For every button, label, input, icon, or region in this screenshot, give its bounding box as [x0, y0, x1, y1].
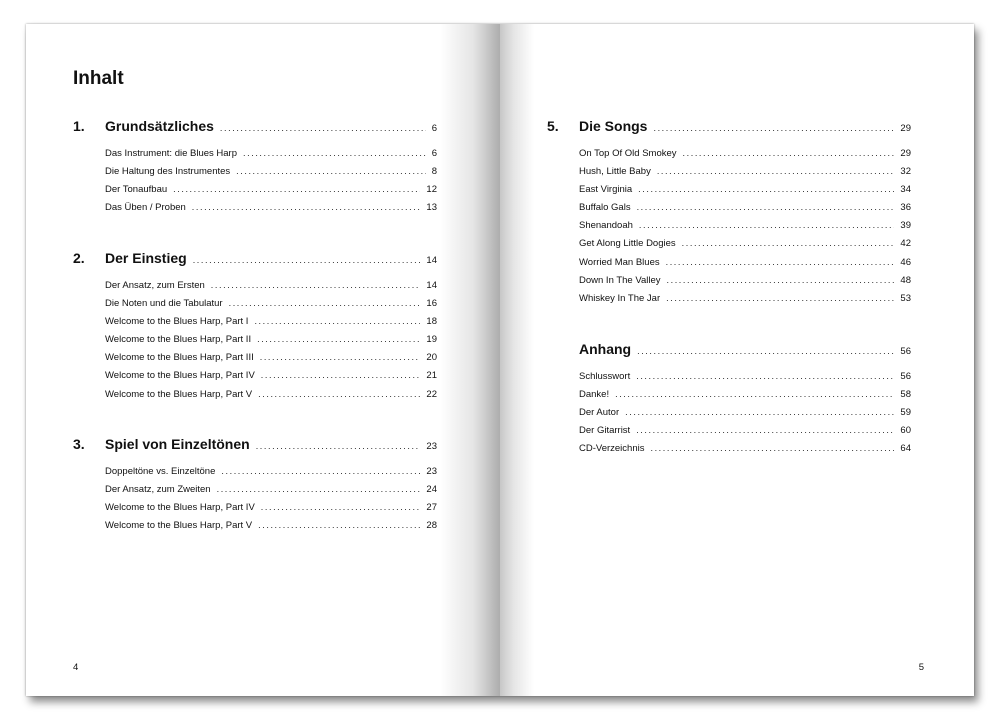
- toc-entry-page-number: 22: [426, 388, 437, 400]
- toc-entry: [579, 220, 911, 238]
- toc-entry: [105, 298, 437, 316]
- chapter-heading: [73, 118, 437, 140]
- chapter-section: [73, 118, 437, 220]
- chapter-number: 3.: [73, 436, 85, 452]
- toc-entry-page-number: 34: [900, 184, 911, 196]
- dot-leader: [221, 466, 420, 476]
- toc-entry-title: Welcome to the Blues Harp, Part V: [105, 388, 253, 400]
- toc-entry-title: Welcome to the Blues Harp, Part II: [105, 334, 252, 346]
- toc-entry-page-number: 13: [426, 202, 437, 214]
- toc-entry-title: Schlusswort: [579, 371, 631, 382]
- toc-entry: [105, 370, 437, 388]
- toc-entry: [579, 166, 911, 184]
- dot-leader: [258, 389, 420, 399]
- dot-leader: [683, 148, 895, 158]
- dot-leader: [261, 370, 421, 380]
- toc-entry-title: Hush, Little Baby: [579, 166, 651, 178]
- toc-entry: [579, 184, 911, 202]
- toc-entry-title: Worried Man Blues: [579, 256, 660, 268]
- left-page: [26, 24, 500, 696]
- toc-entry: [105, 166, 437, 184]
- toc-entry-page-number: 39: [900, 220, 911, 232]
- toc-entry: [579, 202, 911, 220]
- dot-leader: [217, 484, 421, 494]
- toc-entry: [105, 484, 437, 502]
- toc-entry-title: Danke!: [579, 389, 610, 401]
- toc-entry-page-number: 42: [900, 238, 911, 250]
- toc-entry-page-number: 19: [426, 334, 437, 346]
- toc-entry: [105, 352, 437, 370]
- chapter-section: [73, 250, 437, 407]
- toc-entry-title: Welcome to the Blues Harp, Part I: [105, 316, 249, 328]
- dot-leader: [638, 184, 894, 194]
- toc-entry-page-number: 23: [426, 466, 437, 477]
- toc-entry-list: [105, 148, 437, 220]
- dot-leader: [637, 202, 895, 212]
- toc-title: Inhalt: [73, 68, 124, 89]
- toc-entry-page-number: 64: [900, 443, 911, 455]
- toc-entry-title: Doppeltöne vs. Einzeltöne: [105, 466, 216, 477]
- toc-entry-title: Shenandoah: [579, 220, 633, 232]
- dot-leader: [193, 255, 421, 265]
- toc-entry-page-number: 6: [431, 148, 437, 159]
- book-spread: [26, 24, 974, 696]
- chapter-page-number: 29: [900, 123, 911, 134]
- chapter-page-number: 23: [426, 441, 437, 452]
- toc-entry-page-number: 16: [426, 298, 437, 310]
- chapter-heading: [73, 250, 437, 272]
- chapter-page-number: 14: [426, 255, 437, 266]
- right-page: [500, 24, 974, 696]
- toc-entry-page-number: 29: [900, 148, 911, 159]
- toc-entry-page-number: 36: [900, 202, 911, 214]
- chapter-title: Der Einstieg: [105, 250, 187, 266]
- dot-leader: [257, 334, 420, 344]
- toc-entry-title: Welcome to the Blues Harp, Part III: [105, 352, 254, 364]
- chapter-title: Anhang: [579, 341, 632, 357]
- dot-leader: [254, 316, 420, 326]
- chapter-section: [73, 436, 437, 538]
- toc-entry-title: Der Gitarrist: [579, 425, 631, 437]
- dot-leader: [666, 293, 894, 303]
- toc-entry-page-number: 24: [426, 484, 437, 496]
- toc-entry: [579, 293, 911, 311]
- chapter-heading: [547, 118, 911, 140]
- toc-entry-list: [579, 148, 911, 311]
- dot-leader: [261, 502, 421, 512]
- toc-entry: [105, 316, 437, 334]
- chapter-section: [547, 341, 911, 461]
- chapter-title: Die Songs: [579, 118, 648, 134]
- dot-leader: [653, 123, 894, 133]
- dot-leader: [256, 441, 421, 451]
- toc-entry: [579, 443, 911, 461]
- toc-entry: [105, 502, 437, 520]
- toc-entry-title: Die Haltung des Instrumentes: [105, 166, 231, 178]
- toc-entry: [579, 238, 911, 256]
- toc-entry: [579, 407, 911, 425]
- chapter-number: 1.: [73, 118, 85, 134]
- toc-entry-title: On Top Of Old Smokey: [579, 148, 677, 159]
- dot-leader: [615, 389, 894, 399]
- dot-leader: [220, 123, 426, 133]
- toc-entry: [105, 202, 437, 220]
- dot-leader: [192, 202, 421, 212]
- toc-entry: [579, 148, 911, 166]
- toc-entry: [105, 334, 437, 352]
- dot-leader: [639, 220, 895, 230]
- toc-entry-title: Der Ansatz, zum Ersten: [105, 280, 205, 291]
- toc-entry: [105, 389, 437, 407]
- page-number-left: 4: [73, 662, 79, 673]
- toc-entry-title: Get Along Little Dogies: [579, 238, 676, 250]
- dot-leader: [243, 148, 426, 158]
- dot-leader: [636, 371, 894, 381]
- toc-entry-page-number: 14: [426, 280, 437, 291]
- toc-entry-title: Buffalo Gals: [579, 202, 631, 214]
- toc-entry: [105, 280, 437, 298]
- toc-entry: [579, 425, 911, 443]
- toc-entry: [579, 257, 911, 275]
- chapter-number: 5.: [547, 118, 559, 134]
- toc-entry: [105, 466, 437, 484]
- toc-entry-page-number: 56: [900, 371, 911, 382]
- dot-leader: [650, 443, 894, 453]
- chapter-heading: [73, 436, 437, 458]
- toc-entry: [579, 371, 911, 389]
- toc-entry-title: CD-Verzeichnis: [579, 443, 645, 455]
- toc-entry-page-number: 18: [426, 316, 437, 328]
- chapter-title: Spiel von Einzeltönen: [105, 436, 250, 452]
- chapter-heading: [547, 341, 911, 363]
- chapter-number: 2.: [73, 250, 85, 266]
- dot-leader: [637, 346, 894, 356]
- toc-entry-page-number: 8: [431, 166, 437, 178]
- toc-entry-title: Das Üben / Proben: [105, 202, 186, 214]
- toc-entry-page-number: 48: [900, 274, 911, 286]
- dot-leader: [211, 280, 421, 290]
- dot-leader: [657, 166, 895, 176]
- toc-entry-title: Der Autor: [579, 407, 620, 419]
- toc-entry-page-number: 58: [900, 389, 911, 401]
- toc-entry-title: Welcome to the Blues Harp, Part IV: [105, 502, 255, 514]
- toc-entry-title: East Virginia: [579, 184, 633, 196]
- toc-entry-title: Das Instrument: die Blues Harp: [105, 148, 238, 159]
- toc-entry-title: Down In The Valley: [579, 274, 661, 286]
- toc-entry-list: [579, 371, 911, 461]
- toc-entry-page-number: 60: [900, 425, 911, 437]
- chapter-section: [547, 118, 911, 311]
- toc-entry: [579, 389, 911, 407]
- dot-leader: [625, 407, 894, 417]
- toc-entry-page-number: 27: [426, 502, 437, 514]
- dot-leader: [260, 352, 421, 362]
- toc-entry-page-number: 12: [426, 184, 437, 196]
- page-number-right: 5: [918, 662, 924, 673]
- toc-entry-page-number: 32: [900, 166, 911, 178]
- dot-leader: [636, 425, 894, 435]
- toc-entry-title: Die Noten und die Tabulatur: [105, 298, 223, 310]
- toc-entry-page-number: 28: [426, 520, 437, 532]
- toc-entry: [105, 184, 437, 202]
- toc-entry-title: Whiskey In The Jar: [579, 292, 661, 304]
- toc-entry: [105, 148, 437, 166]
- toc-entry-page-number: 46: [900, 256, 911, 268]
- toc-entry-title: Welcome to the Blues Harp, Part IV: [105, 370, 255, 382]
- toc-entry-list: [105, 280, 437, 407]
- chapter-page-number: 6: [431, 123, 437, 134]
- toc-entry: [579, 275, 911, 293]
- toc-entry-list: [105, 466, 437, 538]
- dot-leader: [666, 257, 895, 267]
- toc-entry-page-number: 59: [900, 407, 911, 419]
- toc-entry-page-number: 21: [426, 370, 437, 382]
- toc-entry: [105, 520, 437, 538]
- toc-entry-title: Der Ansatz, zum Zweiten: [105, 484, 211, 496]
- chapter-title: Grundsätzliches: [105, 118, 214, 134]
- toc-entry-title: Welcome to the Blues Harp, Part V: [105, 520, 253, 532]
- dot-leader: [258, 520, 420, 530]
- dot-leader: [682, 238, 895, 248]
- dot-leader: [173, 184, 420, 194]
- dot-leader: [236, 166, 426, 176]
- chapter-page-number: 56: [900, 346, 911, 357]
- dot-leader: [667, 275, 895, 285]
- toc-entry-page-number: 20: [426, 352, 437, 364]
- toc-entry-page-number: 53: [900, 292, 911, 304]
- dot-leader: [229, 298, 421, 308]
- toc-entry-title: Der Tonaufbau: [105, 184, 168, 196]
